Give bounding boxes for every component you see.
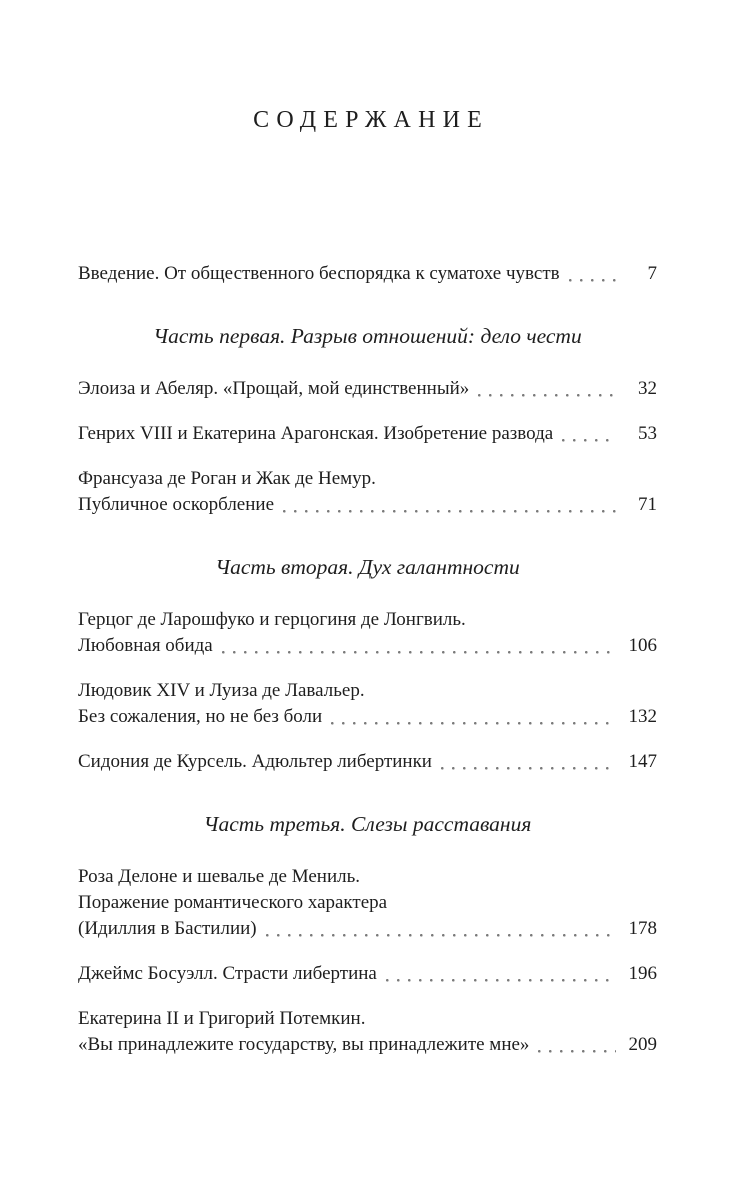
part-heading-2: Часть вторая. Дух галантности bbox=[215, 554, 520, 579]
toc-entry bbox=[78, 749, 657, 775]
dot-leader bbox=[569, 261, 616, 287]
toc-page-number: 132 bbox=[628, 705, 657, 727]
toc-page-number: 71 bbox=[638, 493, 657, 515]
toc-page-number: 196 bbox=[628, 962, 657, 984]
toc-entry-text: Джеймс Босуэлл. Страсти либертина bbox=[78, 962, 377, 984]
dot-leader bbox=[441, 749, 616, 775]
toc-entry-introduction bbox=[78, 261, 657, 287]
toc-entry bbox=[78, 864, 657, 942]
toc-body bbox=[78, 261, 657, 1058]
dot-leader bbox=[562, 421, 616, 447]
dot-leader bbox=[386, 961, 616, 987]
toc-entry bbox=[78, 421, 657, 447]
toc-entry bbox=[78, 466, 657, 518]
toc-entry-text: (Идиллия в Бастилии) bbox=[78, 917, 257, 939]
toc-page-number: 178 bbox=[628, 917, 657, 939]
dot-leader bbox=[331, 704, 616, 730]
part-heading-1: Часть первая. Разрыв отношений: дело чести bbox=[153, 323, 582, 348]
toc-entry-text: Герцог де Ларошфуко и герцогиня де Лонгвиль. bbox=[78, 608, 466, 630]
toc-page-number: 147 bbox=[628, 750, 657, 772]
toc-entry-text: Публичное оскорбление bbox=[78, 493, 275, 515]
toc-page-number: 209 bbox=[628, 1033, 657, 1055]
part-heading-3: Часть третья. Слезы расставания bbox=[203, 811, 532, 836]
dot-leader bbox=[538, 1032, 616, 1058]
toc-entry-text: Франсуаза де Роган и Жак де Немур. bbox=[78, 467, 376, 489]
toc-entry-text: Введение. От общественного беспорядка к суматохе чувств bbox=[78, 262, 560, 284]
toc-page-number: 32 bbox=[638, 377, 657, 399]
page-title: СОДЕРЖАНИЕ bbox=[253, 107, 490, 133]
dot-leader bbox=[266, 916, 616, 942]
toc-entry bbox=[78, 678, 657, 730]
toc-entry bbox=[78, 607, 657, 659]
toc-page-number: 106 bbox=[628, 634, 657, 656]
toc-entry-text: Любовная обида bbox=[78, 634, 213, 656]
toc-page-number: 53 bbox=[638, 422, 657, 444]
toc-entry-text: Людовик XIV и Луиза де Лавальер. bbox=[78, 679, 365, 701]
toc-entry-text: Поражение романтического характера bbox=[78, 891, 388, 913]
dot-leader bbox=[222, 633, 616, 659]
dot-leader bbox=[283, 492, 616, 518]
toc-entry bbox=[78, 961, 657, 987]
dot-leader bbox=[478, 376, 616, 402]
toc-entry-text: Роза Делоне и шевалье де Мениль. bbox=[78, 865, 361, 887]
toc-entry-text: Без сожаления, но не без боли bbox=[78, 705, 323, 727]
toc-entry-text: Элоиза и Абеляр. «Прощай, мой единственный» bbox=[78, 377, 470, 399]
toc-entry-text: Екатерина II и Григорий Потемкин. bbox=[78, 1007, 366, 1029]
toc-page-number: 7 bbox=[647, 262, 657, 284]
toc-entry-text: Генрих VIII и Екатерина Арагонская. Изобретение развода bbox=[78, 422, 554, 444]
toc-entry bbox=[78, 376, 657, 402]
toc-entry-text: «Вы принадлежите государству, вы принадлежите мне» bbox=[78, 1033, 530, 1055]
toc-entry bbox=[78, 1006, 657, 1058]
toc-entry-text: Сидония де Курсель. Адюльтер либертинки bbox=[78, 750, 432, 772]
